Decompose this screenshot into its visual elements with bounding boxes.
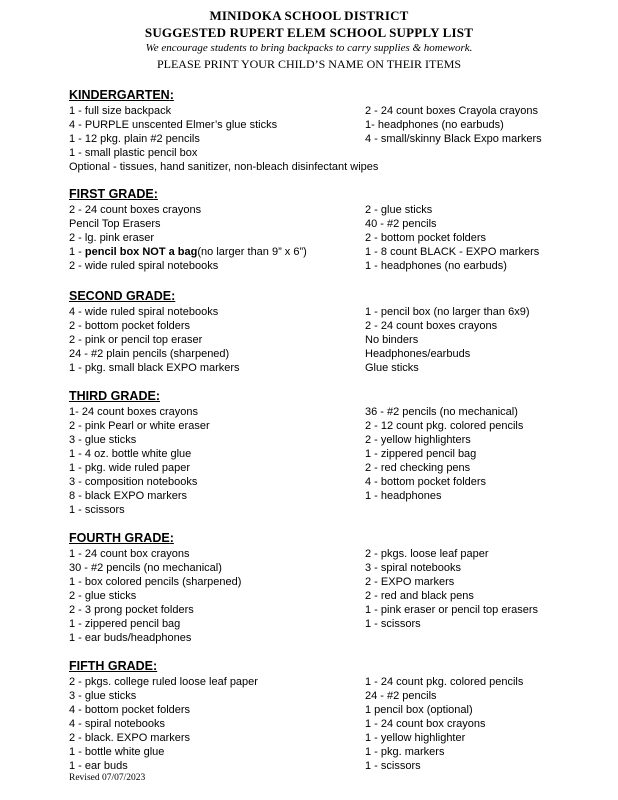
- list-item: 1 - small plastic pencil box: [69, 147, 198, 159]
- list-item: 2 - 24 count boxes crayons: [69, 204, 202, 216]
- kindergarten-section: [69, 86, 589, 174]
- list-item: 40 - #2 pencils: [365, 218, 437, 230]
- list-item: Glue sticks: [365, 362, 419, 374]
- list-item: 4 - wide ruled spiral notebooks: [69, 306, 219, 318]
- list-item: 1 - box colored pencils (sharpened): [69, 576, 242, 588]
- list-item: 1 - pencil box (no larger than 6x9): [365, 306, 530, 318]
- list-item: 1 - 8 count BLACK - EXPO markers: [365, 246, 540, 258]
- second-grade-left-list: [69, 305, 369, 375]
- third-grade-section: [69, 387, 589, 517]
- list-item: 2 - wide ruled spiral notebooks: [69, 260, 219, 272]
- list-item: 1 - pkg. markers: [365, 746, 445, 758]
- kindergarten-left-list: [69, 104, 369, 160]
- list-item: 2 - pkgs. loose leaf paper: [365, 548, 489, 560]
- list-item: 2 - yellow highlighters: [365, 434, 471, 446]
- section-title: KINDERGARTEN:: [69, 88, 174, 102]
- district-title: MINIDOKA SCHOOL DISTRICT: [209, 8, 409, 23]
- list-item: 1 - scissors: [69, 504, 125, 516]
- list-item: 1- headphones (no earbuds): [365, 119, 504, 131]
- list-item: 1 - pink eraser or pencil top erasers: [365, 604, 539, 616]
- list-item: 1 - ear buds/headphones: [69, 632, 192, 644]
- list-item: 1 - scissors: [365, 760, 421, 772]
- section-title: FOURTH GRADE:: [69, 531, 174, 545]
- list-item: 8 - black EXPO markers: [69, 490, 187, 502]
- list-item: 1 - pkg. wide ruled paper: [69, 462, 191, 474]
- fourth-grade-left-list: [69, 547, 369, 645]
- list-item: 2 - 24 count boxes crayons: [365, 320, 498, 332]
- list-item: 2 - black. EXPO markers: [69, 732, 191, 744]
- list-item: 24 - #2 plain pencils (sharpened): [69, 348, 230, 360]
- list-item: 1 - headphones (no earbuds): [365, 260, 507, 272]
- fourth-grade-right-list: [365, 547, 595, 631]
- list-item: 4 - PURPLE unscented Elmer’s glue sticks: [69, 119, 278, 131]
- list-item: 3 - glue sticks: [69, 690, 137, 702]
- list-item: 36 - #2 pencils (no mechanical): [365, 406, 518, 418]
- list-item: 3 - spiral notebooks: [365, 562, 461, 574]
- list-item: 2 - pink Pearl or white eraser: [69, 420, 210, 432]
- list-item: 2 - red and black pens: [365, 590, 474, 602]
- list-item: 4 - bottom pocket folders: [365, 476, 487, 488]
- list-item: 1 - headphones: [365, 490, 442, 502]
- third-grade-right-list: [365, 405, 595, 503]
- list-item: 1- 24 count boxes crayons: [69, 406, 199, 418]
- list-item: 4 - spiral notebooks: [69, 718, 165, 730]
- list-item: 1 - 24 count box crayons: [69, 548, 190, 560]
- list-item: 1 - 24 count pkg. colored pencils: [365, 676, 524, 688]
- list-item: 1 - full size backpack: [69, 105, 172, 117]
- list-item: 2 - 3 prong pocket folders: [69, 604, 194, 616]
- revised-date: Revised 07/07/2023: [69, 773, 146, 783]
- section-title: THIRD GRADE:: [69, 389, 160, 403]
- list-item: 2 - bottom pocket folders: [69, 320, 191, 332]
- list-item: 1 - zippered pencil bag: [69, 618, 181, 630]
- section-title: FIFTH GRADE:: [69, 659, 158, 673]
- list-item: 2 - bottom pocket folders: [365, 232, 487, 244]
- section-title: SECOND GRADE:: [69, 289, 176, 303]
- list-item: 2 - glue sticks: [365, 204, 433, 216]
- list-item: 1 - yellow highlighter: [365, 732, 466, 744]
- list-item: 2 - red checking pens: [365, 462, 471, 474]
- encourage-note: We encourage students to bring backpacks to carry supplies & homework.: [145, 42, 473, 54]
- fourth-grade-section: [69, 529, 589, 645]
- list-item: 3 - composition notebooks: [69, 476, 198, 488]
- optional-items: Optional - tissues, hand sanitizer, non-bleach disinfectant wipes: [69, 161, 379, 173]
- list-item: 4 - small/skinny Black Expo markers: [365, 133, 542, 145]
- fifth-grade-right-list: [365, 675, 595, 773]
- section-title: FIRST GRADE:: [69, 187, 158, 201]
- list-item: 24 - #2 pencils: [365, 690, 437, 702]
- list-item: 1 - 4 oz. bottle white glue: [69, 448, 192, 460]
- kindergarten-right-list: [365, 104, 595, 146]
- list-item: 3 - glue sticks: [69, 434, 137, 446]
- fifth-grade-section: [69, 657, 589, 773]
- list-item: 1 - ear buds: [69, 760, 128, 772]
- list-item: 2 - pink or pencil top eraser: [69, 334, 203, 346]
- list-title: SUGGESTED RUPERT ELEM SCHOOL SUPPLY LIST: [144, 25, 474, 40]
- list-item: 1 - bottle white glue: [69, 746, 165, 758]
- list-item: 30 - #2 pencils (no mechanical): [69, 562, 222, 574]
- print-notice: PLEASE PRINT YOUR CHILD’S NAME ON THEIR ITEMS: [156, 57, 462, 71]
- list-item: 2 - lg. pink eraser: [69, 232, 154, 244]
- list-item: 1 - pencil box NOT a bag(no larger than 9” x 6”): [69, 246, 307, 258]
- list-item: 1 - 12 pkg. plain #2 pencils: [69, 133, 200, 145]
- list-item: 2 - EXPO markers: [365, 576, 455, 588]
- list-item: 2 - 12 count pkg. colored pencils: [365, 420, 524, 432]
- fifth-grade-left-list: [69, 675, 369, 773]
- list-item: 1 - pkg. small black EXPO markers: [69, 362, 240, 374]
- list-item: 1 - zippered pencil bag: [365, 448, 477, 460]
- list-item: 1 - scissors: [365, 618, 421, 630]
- list-item: No binders: [365, 334, 419, 346]
- list-item: 2 - pkgs. college ruled loose leaf paper: [69, 676, 258, 688]
- first-grade-right-list: [365, 203, 595, 273]
- list-item: 1 pencil box (optional): [365, 704, 473, 716]
- third-grade-left-list: [69, 405, 369, 517]
- second-grade-right-list: [365, 305, 595, 375]
- list-item: 2 - 24 count boxes Crayola crayons: [365, 105, 539, 117]
- first-grade-section: [69, 185, 589, 273]
- list-item: 4 - bottom pocket folders: [69, 704, 191, 716]
- list-item: Pencil Top Erasers: [69, 218, 161, 230]
- list-item: 2 - glue sticks: [69, 590, 137, 602]
- list-item: Headphones/earbuds: [365, 348, 471, 360]
- list-item: 1 - 24 count box crayons: [365, 718, 486, 730]
- second-grade-section: [69, 287, 589, 375]
- first-grade-left-list: [69, 203, 369, 273]
